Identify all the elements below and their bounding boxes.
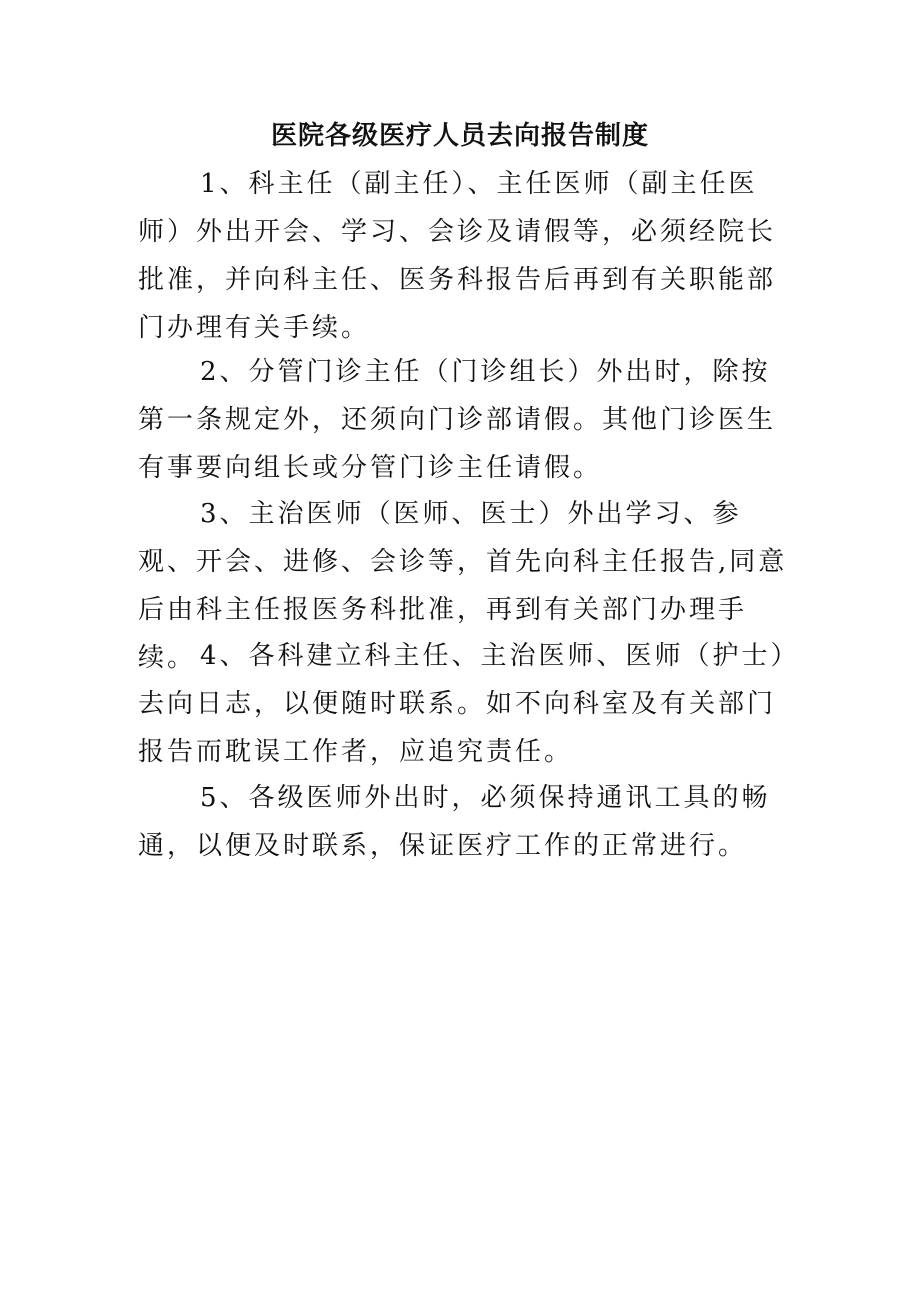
rule-paragraph-3: 3、主治医师（医师、医士）外出学习、参观、开会、进修、会诊等，首先向科主任报告,同意后由科主任报医务科批准，再到有关部门办理手续。 [138, 499, 788, 673]
document-title: 医院各级医疗人员去向报告制度 [270, 121, 649, 151]
rule-paragraph-4: 4、各科建立科主任、主治医师、医师（护士）去向日志，以便随时联系。如不向科室及有关部门报告而耽误工作者，应追究责任。 [138, 641, 787, 767]
rule-paragraph-1: 1、科主任（副主任）、主任医师（副主任医师）外出开会、学习、会诊及请假等，必须经院长批准，并向科主任、医务科报告后再到有关职能部门办理有关手续。 [138, 169, 777, 343]
rule-paragraph-5: 5、各级医师外出时，必须保持通讯工具的畅通，以便及时联系，保证医疗工作的正常进行。 [138, 783, 771, 861]
rule-paragraph-2: 2、分管门诊主任（门诊组长）外出时，除按第一条规定外，还须向门诊部请假。其他门诊医生有事要向组长或分管门诊主任请假。 [138, 357, 777, 483]
